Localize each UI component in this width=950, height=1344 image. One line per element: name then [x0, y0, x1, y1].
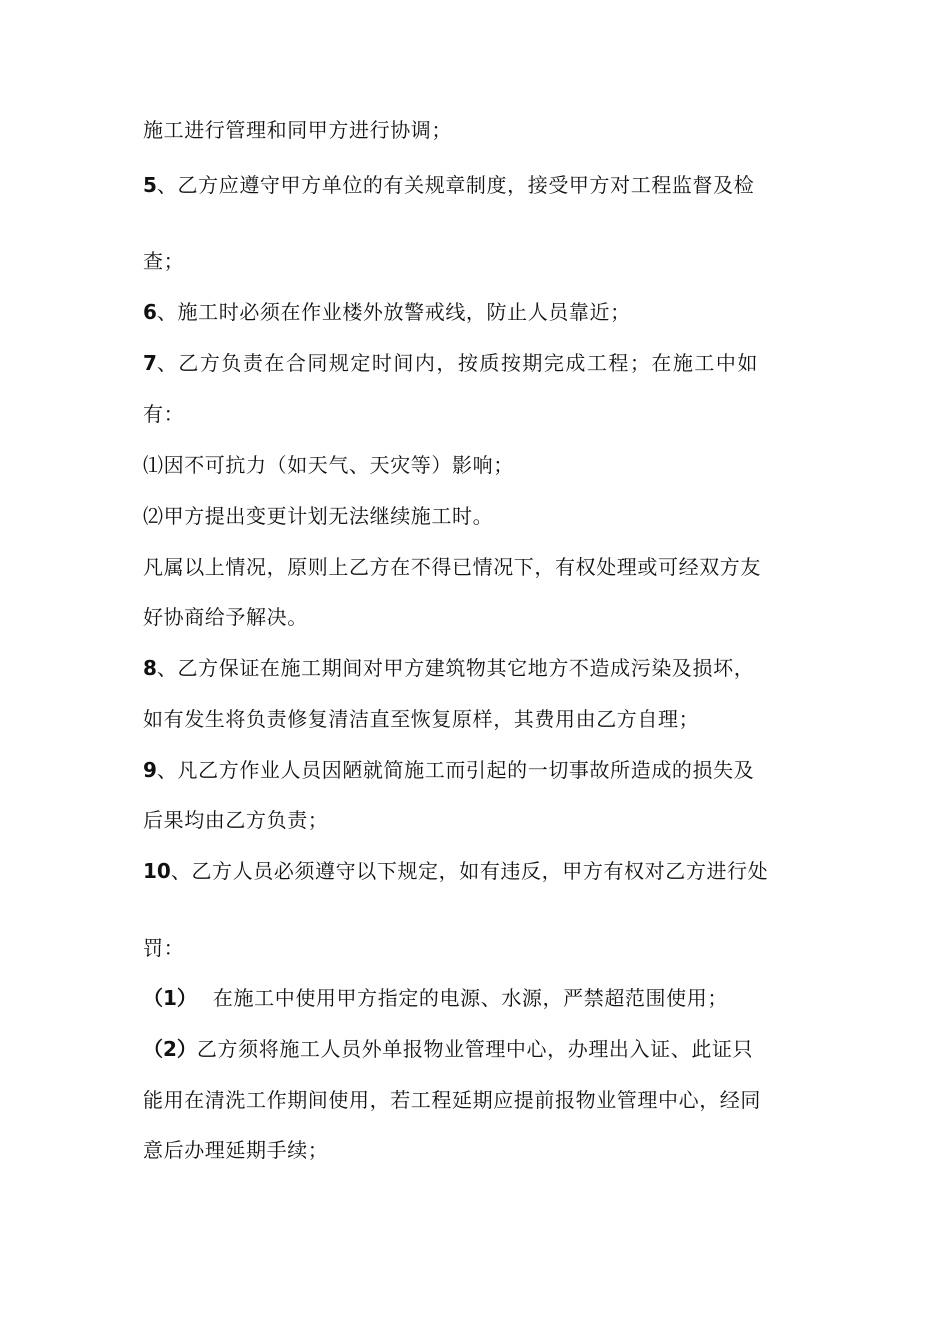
- paragraph-line: [143, 935, 823, 961]
- rule-item-2: [143, 1036, 823, 1062]
- paragraph-line: [143, 1137, 823, 1163]
- paragraph-line: [143, 401, 823, 427]
- line-text: 能用在清洗工作期间使用，若工程延期应提前报物业管理中心，经同: [143, 1088, 761, 1112]
- line-text: 凡属以上情况，原则上乙方在不得已情况下，有权处理或可经双方友: [143, 555, 761, 579]
- clause-number: 6: [143, 300, 157, 324]
- clause-text: 、乙方保证在施工期间对甲方建筑物其它地方不造成污染及损坏，: [156, 656, 755, 680]
- line-text: 查；: [143, 249, 185, 273]
- item-number: （1）: [143, 986, 197, 1010]
- paragraph-line: [143, 1087, 823, 1113]
- clause-8: [143, 655, 823, 681]
- clause-number: 7: [143, 351, 157, 375]
- clause-number: 8: [143, 656, 157, 680]
- clause-text: 、凡乙方作业人员因陋就简施工而引起的一切事故所造成的损失及: [156, 758, 755, 782]
- clause-7: [143, 350, 823, 376]
- clause-text: 、施工时必须在作业楼外放警戒线，防止人员靠近；: [156, 300, 631, 324]
- line-text: ⑴因不可抗力（如天气、天灾等）影响；: [143, 453, 514, 477]
- paragraph-line: [143, 706, 823, 732]
- sub-item-2: [143, 503, 823, 529]
- clause-number: 9: [143, 758, 157, 782]
- item-number: （2）: [143, 1037, 197, 1061]
- line-text: 如有发生将负责修复清洁直至恢复原样，其费用由乙方自理；: [143, 707, 700, 731]
- clause-6: [143, 299, 823, 325]
- paragraph-line: [143, 248, 823, 274]
- line-text: 罚：: [143, 936, 185, 960]
- line-text: 有：: [143, 402, 185, 426]
- paragraph-line: [143, 807, 823, 833]
- clause-number: 5: [143, 173, 157, 197]
- clause-5: [143, 172, 823, 198]
- item-text: 在施工中使用甲方指定的电源、水源，严禁超范围使用；: [212, 986, 728, 1010]
- clause-text: 、乙方负责在合同规定时间内，按质按期完成工程；在施工中如: [156, 351, 759, 375]
- paragraph-line: [143, 117, 823, 143]
- line-text: 后果均由乙方负责；: [143, 808, 329, 832]
- clause-10: [143, 858, 823, 884]
- clause-text: 、乙方应遵守甲方单位的有关规章制度，接受甲方对工程监督及检: [156, 173, 755, 197]
- clause-text: 、乙方人员必须遵守以下规定，如有违反，甲方有权对乙方进行处: [170, 859, 769, 883]
- line-text: 好协商给予解决。: [143, 605, 308, 629]
- sub-item-1: [143, 452, 823, 478]
- rule-item-1: [143, 985, 823, 1011]
- line-text: 施工进行管理和同甲方进行协调；: [143, 118, 452, 142]
- clause-number: 10: [143, 859, 171, 883]
- item-text: 乙方须将施工人员外单报物业管理中心，办理出入证、此证只: [196, 1037, 754, 1061]
- clause-9: [143, 757, 823, 783]
- paragraph-line: [143, 604, 823, 630]
- line-text: ⑵甲方提出变更计划无法继续施工时。: [143, 504, 494, 528]
- paragraph-line: [143, 554, 823, 580]
- line-text: 意后办理延期手续；: [143, 1138, 329, 1162]
